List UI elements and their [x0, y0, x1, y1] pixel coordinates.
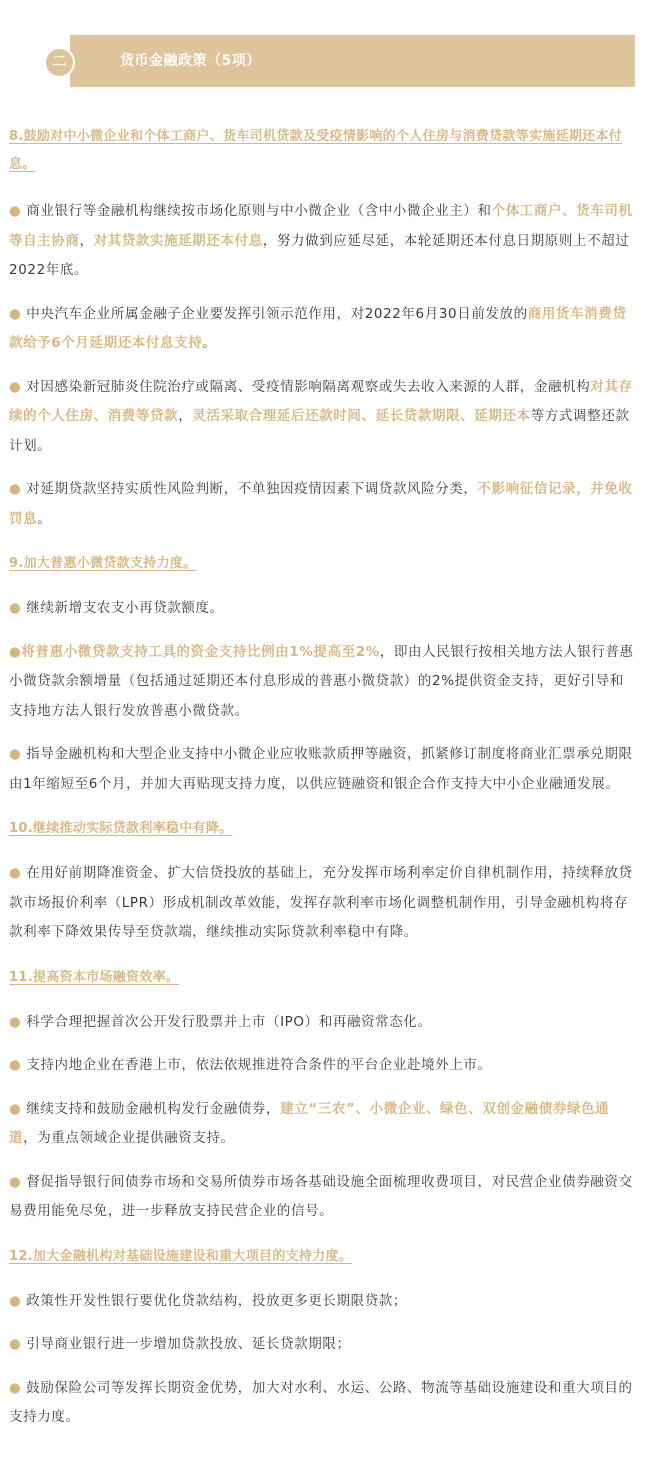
bullet-dot-icon: ● [9, 1292, 22, 1309]
paragraph: ● 鼓励保险公司等发挥长期资金优势，加大对水利、水运、公路、物流等基础设施建设和重大项目的支持力度。 [9, 1379, 633, 1425]
heading-item-10: 10.继续推动实际贷款利率稳中有降。 [9, 821, 233, 836]
section-banner [44, 35, 635, 87]
article-content [9, 123, 634, 1433]
paragraph: ● 督促指导银行间债券市场和交易所债券市场各基础设施全面梳理收费项目，对民营企业债券融资交易费用能免尽免，进一步释放支持民营企业的信号。 [9, 1173, 633, 1219]
bullet-dot-icon: ● [9, 600, 22, 616]
paragraph: ● 继续新增支农支小再贷款额度。 [9, 600, 224, 616]
paragraph: ● 商业银行等金融机构继续按市场化原则与中小微企业（含中小微企业主）和个体工商户、货车司机等自主协商，对其贷款实施延期还本付息，努力做到应延尽延，本轮延期还本付息日期原则上不超过2022年底。 [9, 203, 633, 278]
paragraph: ● 对延期贷款坚持实质性风险判断，不单独因疫情因素下调贷款风险分类，不影响征信记录，并免收罚息。 [9, 481, 633, 527]
bullet-dot-icon: ● [9, 1336, 22, 1352]
highlight-text: 对其存续的个人住房、消费等贷款 [9, 378, 633, 424]
paragraph: ● 引导商业银行进一步增加贷款投放、延长贷款期限； [9, 1336, 351, 1352]
heading-item-8: 8.鼓励对中小微企业和个体工商户、货车司机贷款及受疫情影响的个人住房与消费贷款等实施延期还本付息。 [9, 129, 623, 172]
paragraph: ●将普惠小微贷款支持工具的资金支持比例由1%提高至2%，即由人民银行按相关地方法人银行普惠小微贷款余额增量（包括通过延期还本付息形成的普惠小微贷款）的2%提供资金支持，更好引导和支持地方法人银行发放普惠小微贷款。 [9, 643, 634, 719]
bullet-dot-icon: ● [9, 1013, 22, 1030]
highlight-text: 商用货车消费贷款给予6个月延期还本付息支持 [9, 305, 627, 351]
paragraph: ● 在用好前期降准资金、扩大信贷投放的基础上，充分发挥市场利率定价自律机制作用，持续释放贷款市场报价利率（LPR）形成机制改革效能，发挥存款利率市场化调整机制作用，引导金融机构将存款利率下降效果传导至贷款端，继续推动实际贷款利率稳中有降。 [9, 865, 633, 940]
bullet-dot-icon: ● [9, 865, 22, 881]
highlight-text: 建立“三农”、小微企业、绿色、双创金融债券绿色通道 [9, 1100, 610, 1146]
paragraph: ● 政策性开发性银行要优化贷款结构，投放更多更长期限贷款； [9, 1292, 407, 1309]
paragraph: ● 继续支持和鼓励金融机构发行金融债券，建立“三农”、小微企业、绿色、双创金融债券绿色通道，为重点领域企业提供融资支持。 [9, 1100, 610, 1146]
heading-item-9: 9.加大普惠小微贷款支持力度。 [9, 556, 197, 571]
bullet-dot-icon: ● [9, 1379, 22, 1396]
section-banner-title: 货币金融政策（5项） [120, 53, 261, 69]
bullet-dot-icon: ● [9, 305, 22, 322]
section-number-badge: 二 [44, 47, 75, 78]
highlight-text: 灵活采取合理延后还款时间、延长贷款期限、延期还本 [192, 408, 531, 424]
paragraph: ● 中央汽车企业所属金融子企业要发挥引领示范作用，对2022年6月30日前发放的商用货车消费贷款给予6个月延期还本付息支持。 [9, 305, 627, 351]
heading-item-12: 12.加大金融机构对基础设施建设和重大项目的支持力度。 [9, 1248, 353, 1264]
highlight-text: 不影响征信记录，并免收罚息 [9, 481, 633, 527]
highlight-text: 个体工商户、货车司机等自主协商 [9, 203, 633, 249]
bullet-dot-icon: ● [9, 1057, 22, 1073]
paragraph: ● 对因感染新冠肺炎住院治疗或隔离、受疫情影响隔离观察或失去收入来源的人群，金融机构对其存续的个人住房、消费等贷款，灵活采取合理延后还款时间、延长贷款期限、延期还本等方式调整还款计划。 [9, 378, 633, 454]
bullet-dot-icon: ● [9, 746, 22, 762]
bullet-dot-icon: ● [9, 481, 22, 497]
paragraph: ● 科学合理把握首次公开发行股票并上市（IPO）和再融资常态化。 [9, 1013, 432, 1030]
bullet-dot-icon: ● [9, 203, 22, 219]
highlight-text: 对其贷款实施延期还本付息 [93, 232, 263, 249]
bullet-dot-icon: ● [9, 378, 22, 395]
paragraph: ● 指导金融机构和大型企业支持中小微企业应收账款质押等融资，抓紧修订制度将商业汇票承兑期限由1年缩短至6个月，并加大再贴现支持力度，以供应链融资和银企合作支持大中小企业融通发展。 [9, 746, 633, 792]
heading-item-11: 11.提高资本市场融资效率。 [9, 969, 180, 985]
highlight-text: 将普惠小微贷款支持工具的资金支持比例由1%提高至2% [21, 643, 380, 660]
paragraph: ● 支持内地企业在香港上市，依法依规推进符合条件的平台企业赴境外上市。 [9, 1057, 492, 1073]
bullet-dot-icon: ● [9, 643, 22, 660]
bullet-dot-icon: ● [9, 1173, 22, 1190]
bullet-dot-icon: ● [9, 1100, 22, 1117]
